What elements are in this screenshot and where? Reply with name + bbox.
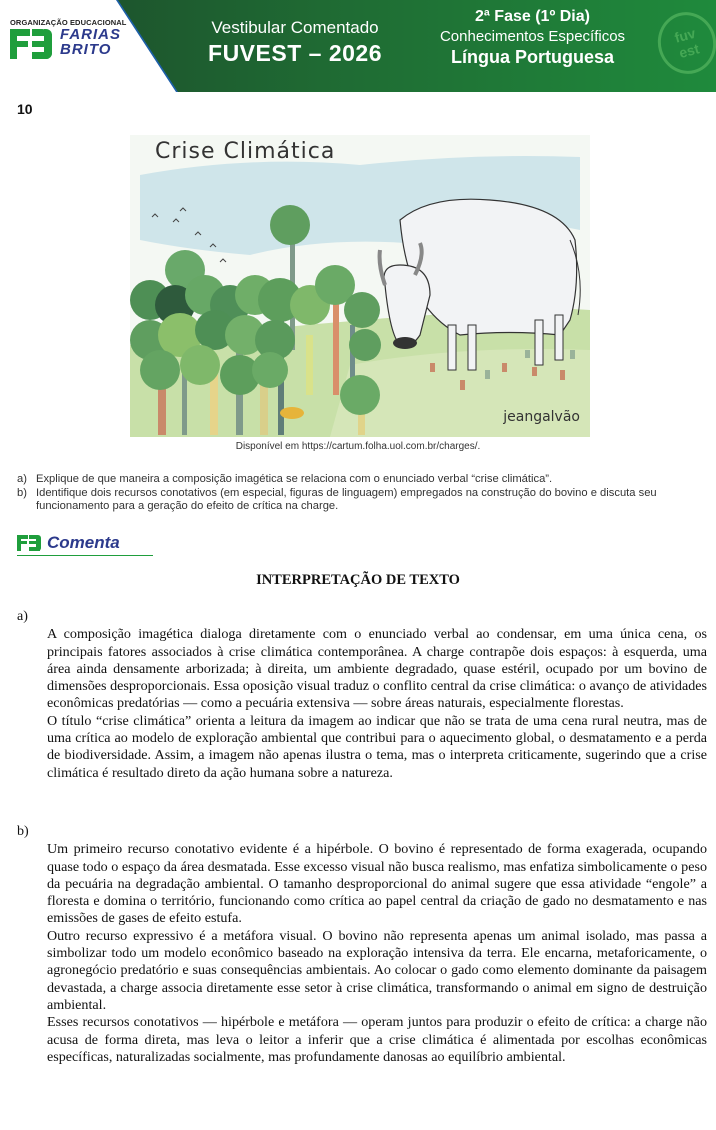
header-phase: 2ª Fase (1º Dia) [475,8,590,25]
question-item-a [17,473,707,487]
page-header [0,0,716,92]
question-item-b [17,487,707,514]
header-exam-info [420,8,645,68]
answer-paragraph: Um primeiro recurso conotativo evidente é a hipérbole. O bovino é representado de forma exagerada, ocupando quase todo o espaço da área desmatada. Esse excesso visual não busca realismo, mas enfatiza simbolicamente o peso da pecuária na degradação ambiental. O tamanho desproporcional do animal sugere que essa atividade “engole” a floresta e domina o território, funcionando como crítica ao papel central da criação de gado no desmatamento e nas emissões de gases de efeito estufa. [47,841,707,927]
cartoon-illustration [130,135,590,437]
question-item-letter: a) [17,473,27,485]
answer-paragraph: Outro recurso expressivo é a metáfora visual. O bovino não representa apenas um animal isolado, mas passa a simbolizar todo um modelo econômico baseado na exploração intensiva da terra. Ele encarna, metaforicamente, o agronegócio predatório e suas consequências ambientais. Ao colocar o gado como elemento dominante da paisagem devastada, a charge associa diretamente esse setor à crise climática, transformando o animal em signo de destruição ambiental. [47,927,707,1013]
answer-letter: b) [17,823,29,839]
fb-logo-icon [17,535,41,551]
header-subtitle: Vestibular Comentado [211,18,379,37]
section-title: INTERPRETAÇÃO DE TEXTO [256,572,460,588]
comenta-label: Comenta [47,533,120,552]
header-area: Conhecimentos Específicos [439,28,626,45]
cartoon-title: Crise Climática [155,139,336,164]
logo-word-farias: FARIAS [60,26,122,43]
answer-letter: a) [17,608,28,624]
cartoon-image [130,135,590,437]
header-subject: Língua Portuguesa [450,47,614,67]
seal-text-top: fuv [672,24,698,46]
comenta-banner [17,533,153,556]
logo-word-brito: BRITO [60,41,112,58]
header-title: FUVEST – 2026 [208,40,382,66]
question-items [17,473,707,514]
header-exam-title [190,18,400,67]
answer-paragraph: Esses recursos conotativos — hipérbole e metáfora — operam juntos para produzir o efeito de crítica: a charge não acusa de forma direta, mas leva o leitor a inferir que a crise climática é alimentada por escolhas econômicas específicas, naturalizadas socialmente, mas profundamente danosas ao equilíbrio ambiental. [47,1014,707,1065]
question-item-text: Explique de que maneira a composição imagética se relaciona com o enunciado verbal “crise climática”. [36,473,553,485]
farias-brito-logo [10,18,150,68]
fb-logo-icon [10,29,54,59]
question-item-letter: b) [17,486,27,499]
answer-paragraph: A composição imagética dialoga diretamente com o enunciado verbal ao condensar, em uma única cena, os principais fatores associados à crise climática contemporânea. A charge contrapõe dois espaços: à esquerda, uma área ainda densamente arborizada; à direita, um ambiente degradado, quase estéril, ocupado por um bovino de dimensões desproporcionais. Essa oposição visual traduz o conflito central da crise climática: o avanço de atividades econômicas predatórias — como a pecuária extensiva — sobre áreas naturais, especialmente florestas. [47,626,707,712]
question-item-text: Identifique dois recursos conotativos (em especial, figuras de linguagem) empregados na construção do bovino e discuta seu funcionamento para a geração do efeito de crítica na charge. [36,486,657,512]
logo-words [60,27,121,57]
answer-a [17,608,707,782]
answer-paragraph: O título “crise climática” orienta a leitura da imagem ao indicar que não se trata de uma cena rural neutra, mas de uma crítica ao modelo de exploração ambiental que contribui para o aquecimento global, o desmatamento e a perda de biodiversidade. Assim, a imagem não apenas ilustra o tema, mas o interpreta criticamente, sugerindo que a crise climática é resultado direto da ação humana sobre a natureza. [47,712,707,781]
seal-text-bottom: est [677,40,701,62]
question-number: 10 [17,101,33,117]
cartoon-signature: jeangalvão [503,409,580,425]
logo-org-label: ORGANIZAÇÃO EDUCACIONAL [10,18,127,27]
jaguar [280,407,304,419]
answer-b [17,823,707,1066]
cartoon-caption: Disponível em https://cartum.folha.uol.com.br/charges/. [235,441,481,452]
